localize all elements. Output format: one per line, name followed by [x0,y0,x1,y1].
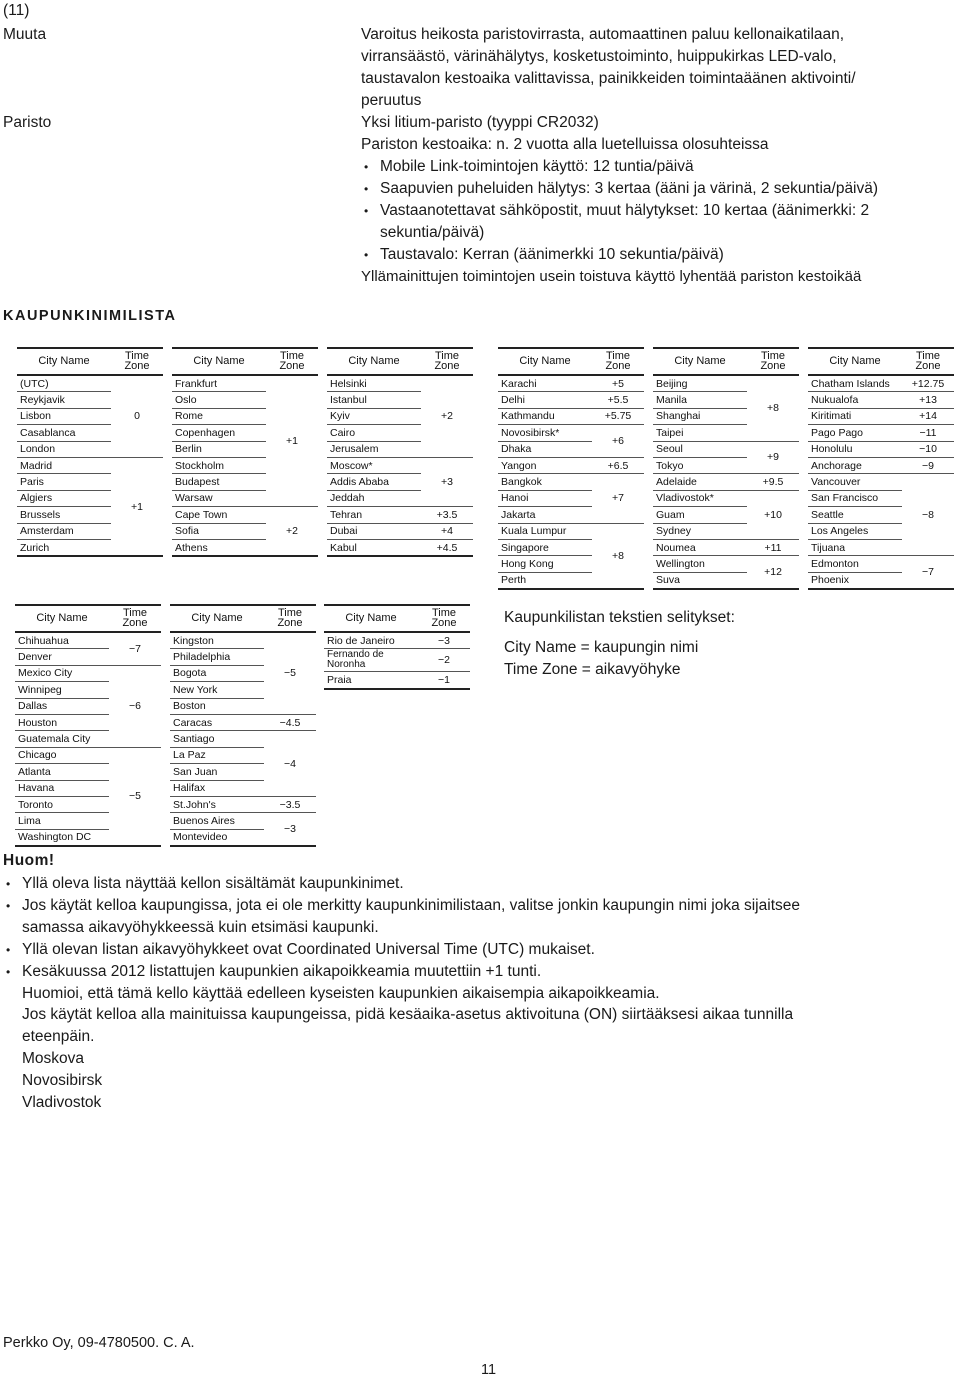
time-zone-cell: +9 [747,441,799,474]
city-name-cell: New York [170,682,264,698]
time-zone-cell: −2 [418,649,470,672]
time-zone-cell: −5 [284,667,296,680]
time-zone-header-line: Zone [434,360,460,372]
time-zone-cell: +1 [286,435,298,448]
time-zone-cell: +2 [441,410,453,423]
city-name-cell: Taipei [653,425,747,441]
city-name-cell: Stockholm [172,457,266,473]
city-name-cell: Suva [653,572,747,589]
city-name-cell: Brussels [17,507,111,523]
time-zone-cell: +5.5 [592,392,644,408]
city-name-header: City Name [498,348,592,375]
city-name-cell: Jakarta [498,507,592,523]
time-zone-cell: +3.5 [421,507,473,523]
time-zone-header-line: Zone [915,360,941,372]
time-zone-cell: −10 [902,441,954,457]
huom-text: eteenpäin. [22,1028,95,1045]
city-name-cell: Helsinki [327,375,421,392]
battery-note: Yllämainittujen toimintojen usein toistuva käyttö lyhentää pariston kestoikää [361,268,862,285]
time-zone-header-line: Time [760,350,786,362]
time-zone-cell: +8 [767,402,779,415]
bullet-text: Vastaanotettavat sähköpostit, muut hälytykset: 10 kertaa (äänimerkki: 2 [380,202,870,219]
city-table [653,347,799,590]
city-name-cell: Rome [172,408,266,424]
city-name-cell: La Paz [170,747,264,763]
time-zone-cell: +2 [266,507,318,557]
muuta-line-2: virransäästö, värinähälytys, kosketustoiminto, huippukirkas LED-valo, [361,48,837,65]
huom-text: Yllä olevan listan aikavyöhykkeet ovat Coordinated Universal Time (UTC) mukaiset. [22,941,595,958]
city-table [15,604,161,847]
city-table [172,347,318,557]
city-name-cell: St.John's [170,796,264,812]
city-table [498,347,644,590]
time-zone-header [266,348,318,375]
time-zone-header-line: Zone [279,360,305,372]
city-name-cell: Beijing [653,375,747,392]
bullet-text: Saapuvien puheluiden hälytys: 3 kertaa (ääni ja värinä, 2 sekuntia/päivä) [380,180,879,197]
time-zone-cell: +10 [747,490,799,539]
city-name-cell: Havana [15,780,109,796]
city-name-cell: Wellington [653,556,747,572]
time-zone-cell: +3 [421,457,473,506]
time-zone-header-line: Zone [124,360,150,372]
legend-title: Kaupunkilistan tekstien selitykset: [504,609,735,626]
huom-bullet [22,895,800,917]
city-name-cell: Tehran [327,507,421,523]
city-name-cell: Praia [324,672,418,689]
city-name-cell: Jeddah [327,490,421,506]
time-zone-cell: −7 [129,642,141,655]
huom-bullet [22,873,404,895]
time-zone-cell: −5 [109,747,161,846]
city-name-cell: Honolulu [808,441,902,457]
huom-text: samassa aikavyöhykkeessä kuin etsimäsi kaupunki. [22,919,379,936]
city-name-cell: Kiritimati [808,408,902,424]
city-name-header: City Name [808,348,902,375]
time-zone-cell: −3 [264,813,316,846]
city-name-cell: Sofia [172,523,266,539]
bullet-text: Mobile Link-toimintojen käyttö: 12 tuntia/päivä [380,158,694,175]
city-name-cell: San Juan [170,764,264,780]
city-name-cell: Boston [170,698,264,714]
time-zone-header-line: Time [279,350,305,362]
time-zone-header [747,348,799,375]
time-zone-cell: +12 [747,556,799,589]
page-number: 11 [481,1362,497,1378]
time-zone-cell: −9 [902,457,954,473]
city-table [17,347,163,557]
time-zone-header-line: Time [277,607,303,619]
footer-company: Perkko Oy, 09-4780500. C. A. [3,1335,195,1351]
city-table [324,604,470,690]
battery-life: Pariston kestoaika: n. 2 vuotta alla luetelluissa olosuhteissa [361,136,769,153]
city-name-cell: Cairo [327,425,421,441]
city-name-cell: Tokyo [653,457,747,473]
city-name-cell: Edmonton [808,556,902,572]
city-name-cell: Noumea [653,539,747,555]
city-name-cell: Washington DC [15,829,109,846]
city-name-cell: Guam [653,507,747,523]
huom-bullet [22,961,541,983]
city-name-cell: Zurich [17,539,111,556]
time-zone-header-line: Zone [760,360,786,372]
time-zone-header-line: Time [915,350,941,362]
city-table [808,347,954,590]
bullet-item [380,200,869,222]
time-zone-cell: −3 [438,634,450,647]
city-name-cell: Bangkok [498,474,592,490]
time-zone-cell: −4 [264,731,316,797]
time-zone-header-line: Zone [605,360,631,372]
city-name-cell: Karachi [498,375,592,392]
city-name-cell: Novosibirsk* [498,425,592,441]
bullet-item [380,244,724,266]
city-name-header: City Name [327,348,421,375]
muuta-line-3: taustavalon kestoaika valittavissa, painikkeiden toimintaäänen aktivointi/ [361,70,856,87]
city-name-cell: Mexico City [15,665,109,681]
time-zone-header [264,605,316,632]
city-name-cell: Jerusalem [327,441,421,457]
city-name-cell: Vladivostok* [653,490,747,506]
time-zone-header-line: Time [434,350,460,362]
city-name-cell: Singapore [498,539,592,555]
city-name-cell: Kathmandu [498,408,592,424]
city-name-cell: Toronto [15,796,109,812]
city-name-header: City Name [15,605,109,632]
city-name-cell: Tijuana [808,539,902,555]
muuta-label: Muuta [3,26,47,43]
city-name-cell: Budapest [172,474,266,490]
city-name-cell: Chicago [15,747,109,763]
time-zone-cell: +8 [592,523,644,589]
city-name-cell: Dhaka [498,441,592,457]
time-zone-cell: +13 [902,392,954,408]
time-zone-cell: +1 [111,457,163,556]
city-name-cell: Copenhagen [172,425,266,441]
time-zone-cell: −11 [902,425,954,441]
bullet-item [380,156,694,178]
city-name-cell: Seattle [808,507,902,523]
city-name-cell: Yangon [498,457,592,473]
time-zone-cell: +12.75 [911,377,945,390]
huom-city: Novosibirsk [22,1072,103,1089]
time-zone-header-line: Zone [122,617,148,629]
time-zone-header [111,348,163,375]
city-table [170,604,316,847]
time-zone-header-line: Time [605,350,631,362]
paristo-type: Yksi litium-paristo (tyyppi CR2032) [361,114,599,131]
huom-text: Kesäkuussa 2012 listattujen kaupunkien aikapoikkeamia muutettiin +1 tunti. [22,963,542,980]
city-name-cell: Casablanca [17,425,111,441]
city-name-cell: Atlanta [15,764,109,780]
time-zone-cell: +9.5 [747,474,799,490]
city-name-cell: Rio de Janeiro [324,632,418,649]
time-zone-header-line: Time [431,607,457,619]
city-name-cell: Los Angeles [808,523,902,539]
city-name-cell: Madrid [17,457,111,473]
city-name-cell: Kingston [170,632,264,649]
city-name-cell: Anchorage [808,457,902,473]
time-zone-cell: 0 [134,410,140,423]
page-label: (11) [3,2,30,19]
time-zone-cell: +11 [747,539,799,555]
time-zone-cell: −8 [902,474,954,556]
time-zone-header [418,605,470,632]
city-name-cell: Kyiv [327,408,421,424]
time-zone-header-line: Zone [431,617,457,629]
city-name-cell: Warsaw [172,490,266,506]
city-name-header: City Name [172,348,266,375]
city-name-cell: Winnipeg [15,682,109,698]
city-name-cell: Oslo [172,392,266,408]
city-name-cell: San Francisco [808,490,902,506]
time-zone-cell: +4.5 [421,539,473,556]
time-zone-header [902,348,954,375]
city-name-cell: Pago Pago [808,425,902,441]
city-name-cell: Fernando de Noronha [324,649,418,672]
huom-text: Yllä oleva lista näyttää kellon sisältämät kaupunkinimet. [22,875,404,892]
city-name-cell: Lima [15,813,109,829]
time-zone-cell: −4.5 [264,714,316,730]
city-name-cell: Adelaide [653,474,747,490]
city-name-cell: Seoul [653,441,747,457]
huom-city: Moskova [22,1050,85,1067]
city-name-cell: Denver [15,649,109,665]
legend-line-2: Time Zone = aikavyöhyke [504,661,681,678]
city-name-cell: Montevideo [170,829,264,846]
time-zone-header [109,605,161,632]
city-name-cell: Vancouver [808,474,902,490]
city-name-cell: Santiago [170,731,264,747]
city-name-cell: Istanbul [327,392,421,408]
legend-line-1: City Name = kaupungin nimi [504,639,699,656]
time-zone-cell: −1 [418,672,470,689]
city-name-cell: Houston [15,714,109,730]
city-name-cell: Sydney [653,523,747,539]
huom-text: Jos käytät kelloa kaupungissa, jota ei ole merkitty kaupunkinimilistaan, valitse jonkin kaupungin nimi joka sijaitsee [22,897,800,914]
city-name-cell: Reykjavik [17,392,111,408]
city-name-header: City Name [324,605,418,632]
huom-city: Vladivostok [22,1094,102,1111]
city-name-cell: Chihuahua [15,632,109,649]
huom-title: Huom! [3,852,55,869]
city-name-cell: Paris [17,474,111,490]
time-zone-header [592,348,644,375]
city-name-header: City Name [653,348,747,375]
time-zone-cell: +6 [592,425,644,458]
time-zone-cell: −3.5 [264,796,316,812]
city-name-cell: Buenos Aires [170,813,264,829]
city-name-cell: Halifax [170,780,264,796]
city-name-cell: Cape Town [172,507,266,523]
huom-bullet [22,939,595,961]
city-name-cell: Bogota [170,665,264,681]
city-name-cell: Kuala Lumpur [498,523,592,539]
bullet-continuation: sekuntia/päivä) [380,224,485,241]
city-name-cell: Addis Ababa [327,474,421,490]
huom-text: Jos käytät kelloa alla mainituissa kaupungeissa, pidä kesäaika-asetus aktivoituna (ON) siirtääksesi aikaa tunnilla [22,1006,794,1023]
time-zone-header-line: Time [122,607,148,619]
city-name-cell: Frankfurt [172,375,266,392]
bullet-text: Taustavalo: Kerran (äänimerkki 10 sekuntia/päivä) [380,246,724,263]
city-name-cell: Caracas [170,714,264,730]
city-name-cell: Chatham Islands [808,375,902,392]
city-name-cell: Hanoi [498,490,592,506]
city-list-title: KAUPUNKINIMILISTA [3,308,177,324]
city-name-cell: Guatemala City [15,731,109,747]
city-name-cell: Berlin [172,441,266,457]
city-name-cell: London [17,441,111,457]
time-zone-header-line: Zone [277,617,303,629]
time-zone-header [421,348,473,375]
city-name-cell: Algiers [17,490,111,506]
city-name-cell: Manila [653,392,747,408]
time-zone-cell: +7 [592,474,644,523]
city-name-cell: Philadelphia [170,649,264,665]
city-name-cell: Athens [172,539,266,556]
city-name-cell: Dallas [15,698,109,714]
city-table [327,347,473,557]
city-name-cell: (UTC) [17,375,111,392]
bullet-item [380,178,878,200]
city-name-cell: Perth [498,572,592,589]
muuta-line-4: peruutus [361,92,422,109]
city-name-cell: Shanghai [653,408,747,424]
city-name-cell: Kabul [327,539,421,556]
city-name-cell: Hong Kong [498,556,592,572]
time-zone-header-line: Time [124,350,150,362]
time-zone-cell: +14 [902,408,954,424]
time-zone-cell: +6.5 [592,457,644,473]
city-name-cell: Delhi [498,392,592,408]
city-name-header: City Name [170,605,264,632]
city-name-cell: Dubai [327,523,421,539]
paristo-label: Paristo [3,114,52,131]
muuta-line-1: Varoitus heikosta paristovirrasta, automaattinen paluu kellonaikatilaan, [361,26,845,43]
time-zone-cell: +4 [421,523,473,539]
huom-text: Huomioi, että tämä kello käyttää edelleen kyseisten kaupunkien aikaisempia aikapoikkeamia. [22,985,660,1002]
time-zone-cell: −7 [902,556,954,589]
city-name-header: City Name [17,348,111,375]
city-name-cell: Phoenix [808,572,902,589]
city-name-cell: Moscow* [327,457,421,473]
time-zone-cell: +5.75 [592,408,644,424]
time-zone-cell: −6 [109,665,161,747]
city-name-cell: Amsterdam [17,523,111,539]
city-name-cell: Lisbon [17,408,111,424]
time-zone-cell: +5 [612,377,624,390]
city-name-cell: Nukualofa [808,392,902,408]
